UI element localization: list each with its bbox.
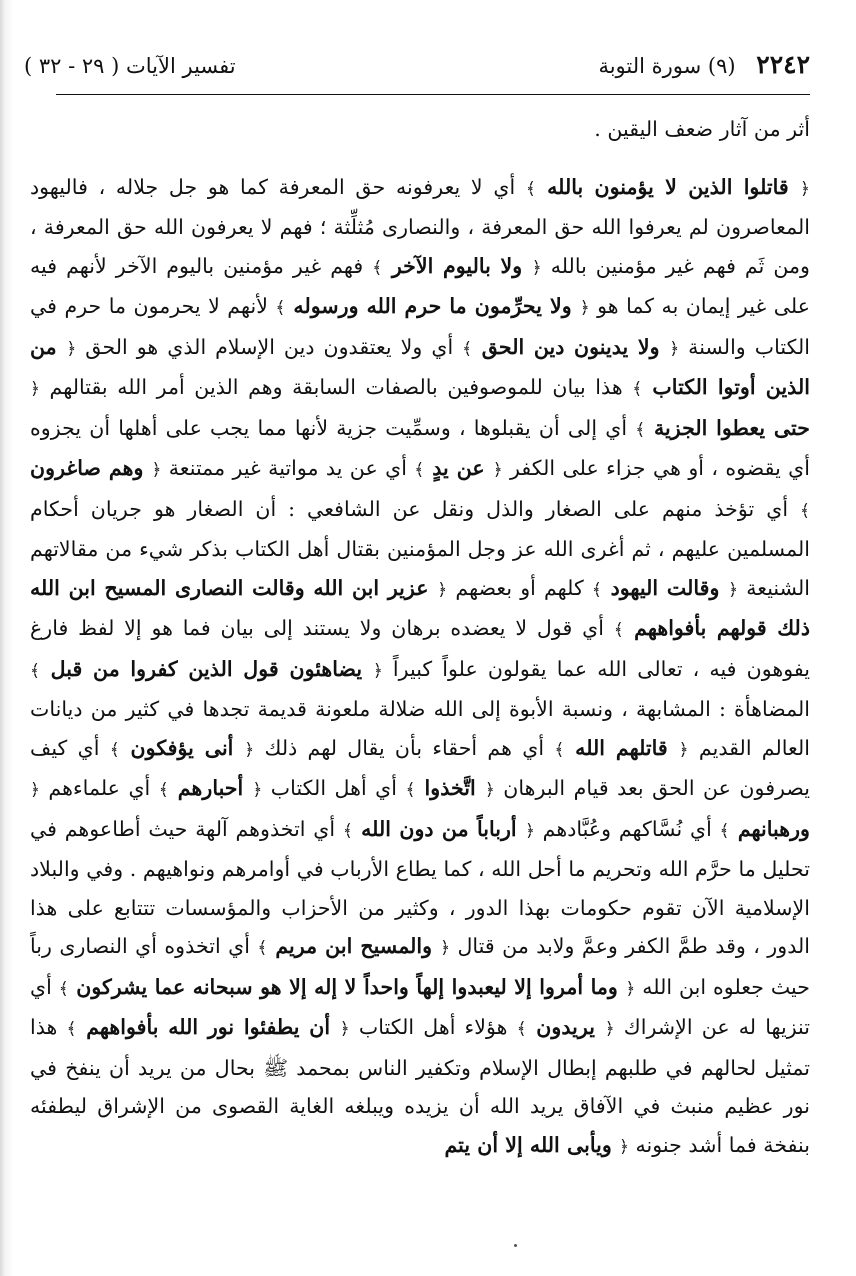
header-right — [598, 50, 810, 79]
paragraph-intro: أثر من آثار ضعف اليقين . — [594, 117, 810, 141]
quran-verse-text: ويأبى الله إلا أن يتم — [444, 1132, 619, 1157]
commentary-text: أي ولا يعتقدون دين الإسلام الذي هو الحق — [76, 334, 463, 359]
quran-verse-text: اتَّخذوا — [415, 776, 485, 800]
verse-bracket: ﴾ — [109, 739, 120, 760]
commentary-text: أي تنزيها له عن الإشراك — [30, 974, 811, 1039]
verse-bracket: ﴿ — [800, 178, 810, 199]
page-number: ٢٢٤٢ — [756, 50, 810, 79]
verse-bracket: ﴾ — [342, 820, 353, 841]
commentary-text: أي أهل الكتاب — [262, 776, 406, 800]
verse-bracket: ﴿ — [579, 298, 590, 318]
quran-verse-text: يريدون — [526, 1015, 605, 1039]
quran-verse-text: أرباباً من دون الله — [352, 816, 525, 841]
commentary-text: لأنهم لا يحرمون ما حرم في الكتاب والسنة — [30, 294, 810, 359]
quran-verse-text: حتى يعطوا الجزية — [645, 415, 810, 440]
verse-bracket: ﴾ — [405, 780, 416, 800]
verse-bracket: ﴿ — [618, 1136, 629, 1157]
verse-bracket: ﴾ — [800, 500, 810, 521]
quran-verse-text: من الذين أوتوا الكتاب — [30, 334, 810, 399]
header-divider — [56, 94, 810, 95]
quran-verse-text: ولا يدينون دين الحق — [472, 334, 670, 359]
verse-bracket: ﴿ — [30, 379, 40, 399]
verse-bracket: ﴿ — [244, 739, 255, 760]
quran-verse-text: قاتلوا الذين لا يؤمنون بالله — [535, 174, 801, 199]
verse-bracket: ﴾ — [66, 1019, 77, 1039]
verse-bracket: ﴿ — [524, 820, 535, 841]
quran-verse-text: وما أمروا إلا ليعبدوا إلهاً واحداً لا إله إلا هو سبحانه عما يشركون — [68, 974, 626, 999]
quran-verse-text: وهم صاغرون — [30, 456, 152, 480]
page-body — [30, 110, 810, 1166]
verse-bracket: ﴿ — [437, 579, 448, 600]
verse-bracket: ﴾ — [591, 579, 602, 600]
verse-bracket: ﴾ — [462, 338, 473, 359]
commentary-text: أي هم أحقاء بأن يقال لهم ذلك — [254, 735, 555, 760]
commentary-text: كلهم أو بعضهم — [447, 575, 592, 600]
section-title: تفسير الآيات ( ٢٩ - ٣٢ ) — [24, 54, 236, 78]
verse-bracket: ﴾ — [30, 660, 40, 681]
verse-bracket: ﴿ — [531, 257, 542, 278]
commentary-text: أي كيف يصرفون عن الحق بعد قيام البرهان — [30, 735, 810, 800]
commentary-text: أي علماءهم — [39, 776, 159, 800]
commentary-text: أي اتخذوهم آلهة حيث أطاعوهم في تحليل ما حرَّم الله وتحريم ما أحل الله ، كما يطاع الأرباب في أوامرهم ونواهيهم . وفي والبلاد الإسلامية الآن تقوم حكومات بهذا الدور ، وكثير من الأحزاب والمؤسسات تتتابع على هذا الدور ، وقد طمَّ الكفر وعمَّ ولابد من قتال — [30, 816, 810, 958]
verse-bracket: ﴾ — [58, 978, 69, 999]
commentary-text: أي اتخذوه أي النصارى رباً حيث جعلوه ابن الله — [30, 934, 810, 999]
verse-bracket: ﴾ — [635, 419, 646, 440]
verse-bracket: ﴿ — [372, 660, 383, 681]
verse-bracket: ﴾ — [554, 739, 565, 760]
commentary-text: أي نُسَّاكهم وعُبَّادهم — [534, 816, 720, 841]
commentary-text: هؤلاء أهل الكتاب — [349, 1015, 517, 1039]
quran-verse-text: أنى يؤفكون — [119, 735, 245, 760]
verse-bracket: ﴿ — [678, 739, 689, 760]
verse-bracket: ﴾ — [516, 1019, 527, 1039]
verse-bracket: ﴿ — [30, 780, 40, 800]
commentary-text: أي إلى أن يقبلوها ، وسمِّيت جزية لأنها مما يجب على أهلها أن يجزوه أي يقضوه ، أو هي جزاء على الكفر — [30, 415, 811, 480]
quran-verse-text: أحبارهم — [168, 776, 253, 800]
quran-verse-text: عزير ابن الله وقالت النصارى المسيح ابن الله ذلك قولهم بأفواههم — [30, 575, 810, 640]
quran-verse-text: والمسيح ابن مريم — [267, 934, 441, 958]
verse-bracket: ﴿ — [604, 1019, 615, 1039]
quran-verse-text: يضاهئون قول الذين كفروا من قبل — [39, 656, 373, 681]
verse-bracket: ﴿ — [484, 780, 495, 800]
verse-bracket: ﴾ — [719, 820, 730, 841]
verse-bracket: ﴾ — [275, 298, 286, 318]
quran-verse-text: أن يطفئوا نور الله بأفواههم — [76, 1015, 340, 1039]
verse-bracket: ﴿ — [252, 780, 263, 800]
page-header — [24, 46, 810, 92]
verse-bracket: ﴿ — [151, 460, 162, 480]
commentary-text: المضاهأة : المشابهة ، ونسبة الأبوة إلى الله ضلالة ملعونة قديمة تجدها في كثير من ديانات العالم القديم — [30, 697, 810, 760]
verse-bracket: ﴾ — [414, 460, 425, 480]
verse-bracket: ﴿ — [625, 978, 636, 999]
verse-bracket: ﴾ — [257, 938, 268, 958]
surah-title: (٩) سورة التوبة — [598, 54, 736, 78]
commentary-text: أي تؤخذ منهم على الصغار والذل ونقل عن الشافعي : أن الصغار هو جريان أحكام المسلمين عليهم ، ثم أغرى الله عز وجل المؤمنين بقتال أهل الكتاب بذكر شيء من مقالاتهم الشنيعة — [30, 496, 810, 600]
quran-verse-text: ورهبانهم — [729, 816, 810, 841]
verse-bracket: ﴿ — [339, 1019, 350, 1039]
paragraph-commentary — [30, 168, 810, 1167]
page-speck — [514, 1244, 517, 1247]
verse-bracket: ﴿ — [728, 579, 739, 600]
quran-verse-text: وقالت اليهود — [601, 575, 729, 600]
verse-bracket: ﴾ — [632, 379, 643, 399]
commentary-text: أي عن يد مواتية غير ممتنعة — [161, 456, 415, 480]
verse-bracket: ﴾ — [525, 178, 536, 199]
commentary-text: أي قول لا يعضده برهان ولا يستند إلى بيان فما هو إلا لفظ فارغ يفوهون فيه ، تعالى الله عما يقولون علواً كبيراً — [30, 616, 810, 681]
commentary-text: هذا بيان للموصوفين بالصفات السابقة وهم الذين أمر الله بقتالهم — [39, 375, 633, 399]
verse-bracket: ﴿ — [492, 460, 503, 480]
verse-bracket: ﴾ — [613, 620, 624, 640]
quran-verse-text: ولا يحرِّمون ما حرم الله ورسوله — [285, 294, 580, 318]
verse-bracket: ﴿ — [669, 338, 680, 359]
commentary-text: أي لا يعرفونه حق المعرفة كما هو جل جلاله ، فاليهود المعاصرون لم يعرفوا الله حق المعرفة ، والنصارى مُثلِّثة ؛ فهم لا يعرفون الله حق المعرفة ، ومن ثَم فهم غير مؤمنين بالله — [30, 174, 810, 278]
quran-verse-text: ولا باليوم الآخر — [382, 253, 532, 278]
verse-bracket: ﴾ — [158, 780, 169, 800]
verse-bracket: ﴿ — [440, 938, 451, 958]
quran-verse-text: عن يدٍ — [424, 456, 493, 480]
verse-bracket: ﴾ — [372, 257, 383, 278]
quran-verse-text: قاتلهم الله — [564, 735, 679, 760]
verse-bracket: ﴿ — [66, 338, 77, 359]
commentary-text: هذا تمثيل لحالهم في طلبهم إبطال الإسلام وتكفير الناس بمحمد ﷺ بحال من يريد أن ينفخ في نور عظيم منبث في الآفاق يريد الله أن يزيده ويبلغه الغاية القصوى من الإشراق ليطفئه بنفخة فما أشد جنونه — [30, 1015, 810, 1157]
commentary-text: فهم غير مؤمنين باليوم الآخر لأنهم فيه على غير إيمان به كما هو — [30, 253, 810, 318]
